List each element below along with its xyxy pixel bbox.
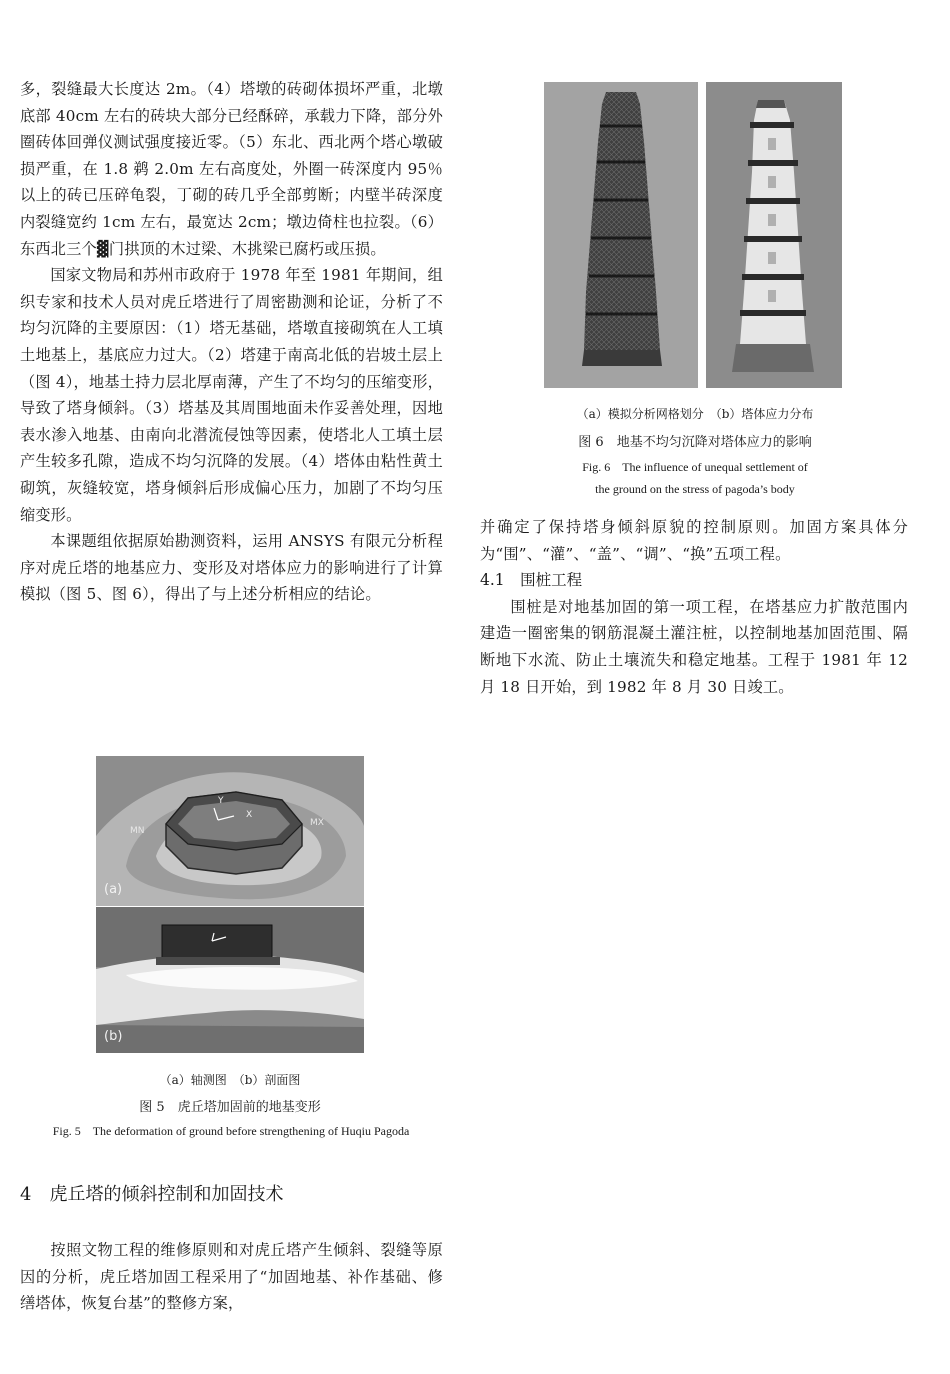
figure-5b-section	[96, 907, 364, 1053]
figure-5b-render	[96, 907, 364, 1053]
axis-label-y: Y	[218, 796, 224, 806]
paragraph-settlement-causes: 国家文物局和苏州市政府于 1978 年至 1981 年期间，组织专家和技术人员对虎丘塔进行了周密勘测和论证，分析了不均匀沉降的主要原因：（1）塔无基础，塔墩直接砌筑在人工填土地基上，基底应力过大。（2）塔建于南高北低的岩坡土层上（图 4），地基土持力层北厚南薄，产生了不均匀的压缩变形，导致了塔身倾斜。（3）塔基及其周围地面未作妥善处理，因地表水渗入地基、由南向北潜流侵蚀等因素，使塔北人工填土层产生较多孔隙，造成不均匀沉降的发展。（4）塔体由粘性黄土砌筑，灰缝较宽，塔身倾斜后形成偏心压力，加剧了不均匀压缩变形。	[20, 266, 443, 524]
subsection-4-1-heading: 4.1 围桩工程	[480, 571, 583, 590]
paragraph-control-principle: 并确定了保持塔身倾斜原貌的控制原则。加固方案具体分为“围”、“灌”、“盖”、“调”、“换”五项工程。	[480, 518, 908, 563]
figure-5-subcaption: （a）轴测图 （b）剖面图	[159, 1073, 301, 1087]
figure-5-caption-cn: 图 5 虎丘塔加固前的地基变形	[139, 1100, 321, 1115]
paragraph-ansys-analysis: 本课题组依据原始勘测资料，运用 ANSYS 有限元分析程序对虎丘塔的地基应力、变形及对塔体应力的影响进行了计算模拟（图 5、图 6），得出了与上述分析相应的结论。	[20, 532, 443, 604]
paragraph-damage-list: 多，裂缝最大长度达 2m。（4）塔墩的砖砌体损坏严重，北墩底部 40cm 左右的砖块大部分已经酥碎，承载力下降，部分外圈砖体回弹仪测试强度接近零。（5）东北、西北两个塔心墩破损严重，在 1.8 鹈 2.0m 左右高度处，外圈一砖深度内 95％以上的砖已压碎龟裂，丁砌的砖几乎全部剪断；内壁半砖深度内裂缝宽约 1cm 左右，最宽达 2cm；墩边倚柱也拉裂。（6）东西北三个▓门拱顶的木过梁、木挑梁已腐朽或压损。	[20, 80, 443, 258]
figure-6b-render	[706, 82, 842, 388]
left-column-bottom	[20, 1237, 443, 1317]
panel-b-label: (b)	[104, 1029, 123, 1044]
left-column-top	[20, 76, 443, 608]
figure-6-subcaption: （a）模拟分析网格划分 （b）塔体应力分布	[576, 407, 814, 421]
panel-a-label: (a)	[104, 882, 123, 897]
axis-label-x: X	[246, 810, 253, 820]
label-mn: MN	[130, 826, 145, 836]
figure-5-caption-en: Fig. 5 The deformation of ground before strengthening of Huqiu Pagoda	[52, 1124, 410, 1138]
figure-6a-mesh	[544, 82, 698, 388]
figure-6-caption-en-line1: Fig. 6 The influence of unequal settlement of	[582, 460, 808, 474]
right-column	[480, 514, 908, 700]
figure-6-caption-en-line2: the ground on the stress of pagoda’s body	[595, 482, 795, 496]
label-mx: MX	[310, 818, 324, 828]
figure-6a-render	[544, 82, 698, 388]
paragraph-reinforcement-plan: 按照文物工程的维修原则和对虎丘塔产生倾斜、裂缝等原因的分析，虎丘塔加固工程采用了“加固地基、补作基础、修缮塔体，恢复台基”的整修方案，	[20, 1241, 443, 1313]
figure-6-caption-cn: 图 6 地基不均匀沉降对塔体应力的影响	[578, 435, 812, 450]
figure-6b-stress	[706, 82, 842, 388]
figure-5a-axonometric	[96, 756, 364, 906]
paragraph-pile-works: 围桩是对地基加固的第一项工程，在塔基应力扩散范围内建造一圈密集的钢筋混凝土灌注桩，以控制地基加固范围、隔断地下水流、防止土壤流失和稳定地基。工程于 1981 年 12 月 18 日开始，到 1982 年 8 月 30 日竣工。	[480, 597, 908, 696]
section-4-heading: 4 虎丘塔的倾斜控制和加固技术	[20, 1184, 284, 1205]
